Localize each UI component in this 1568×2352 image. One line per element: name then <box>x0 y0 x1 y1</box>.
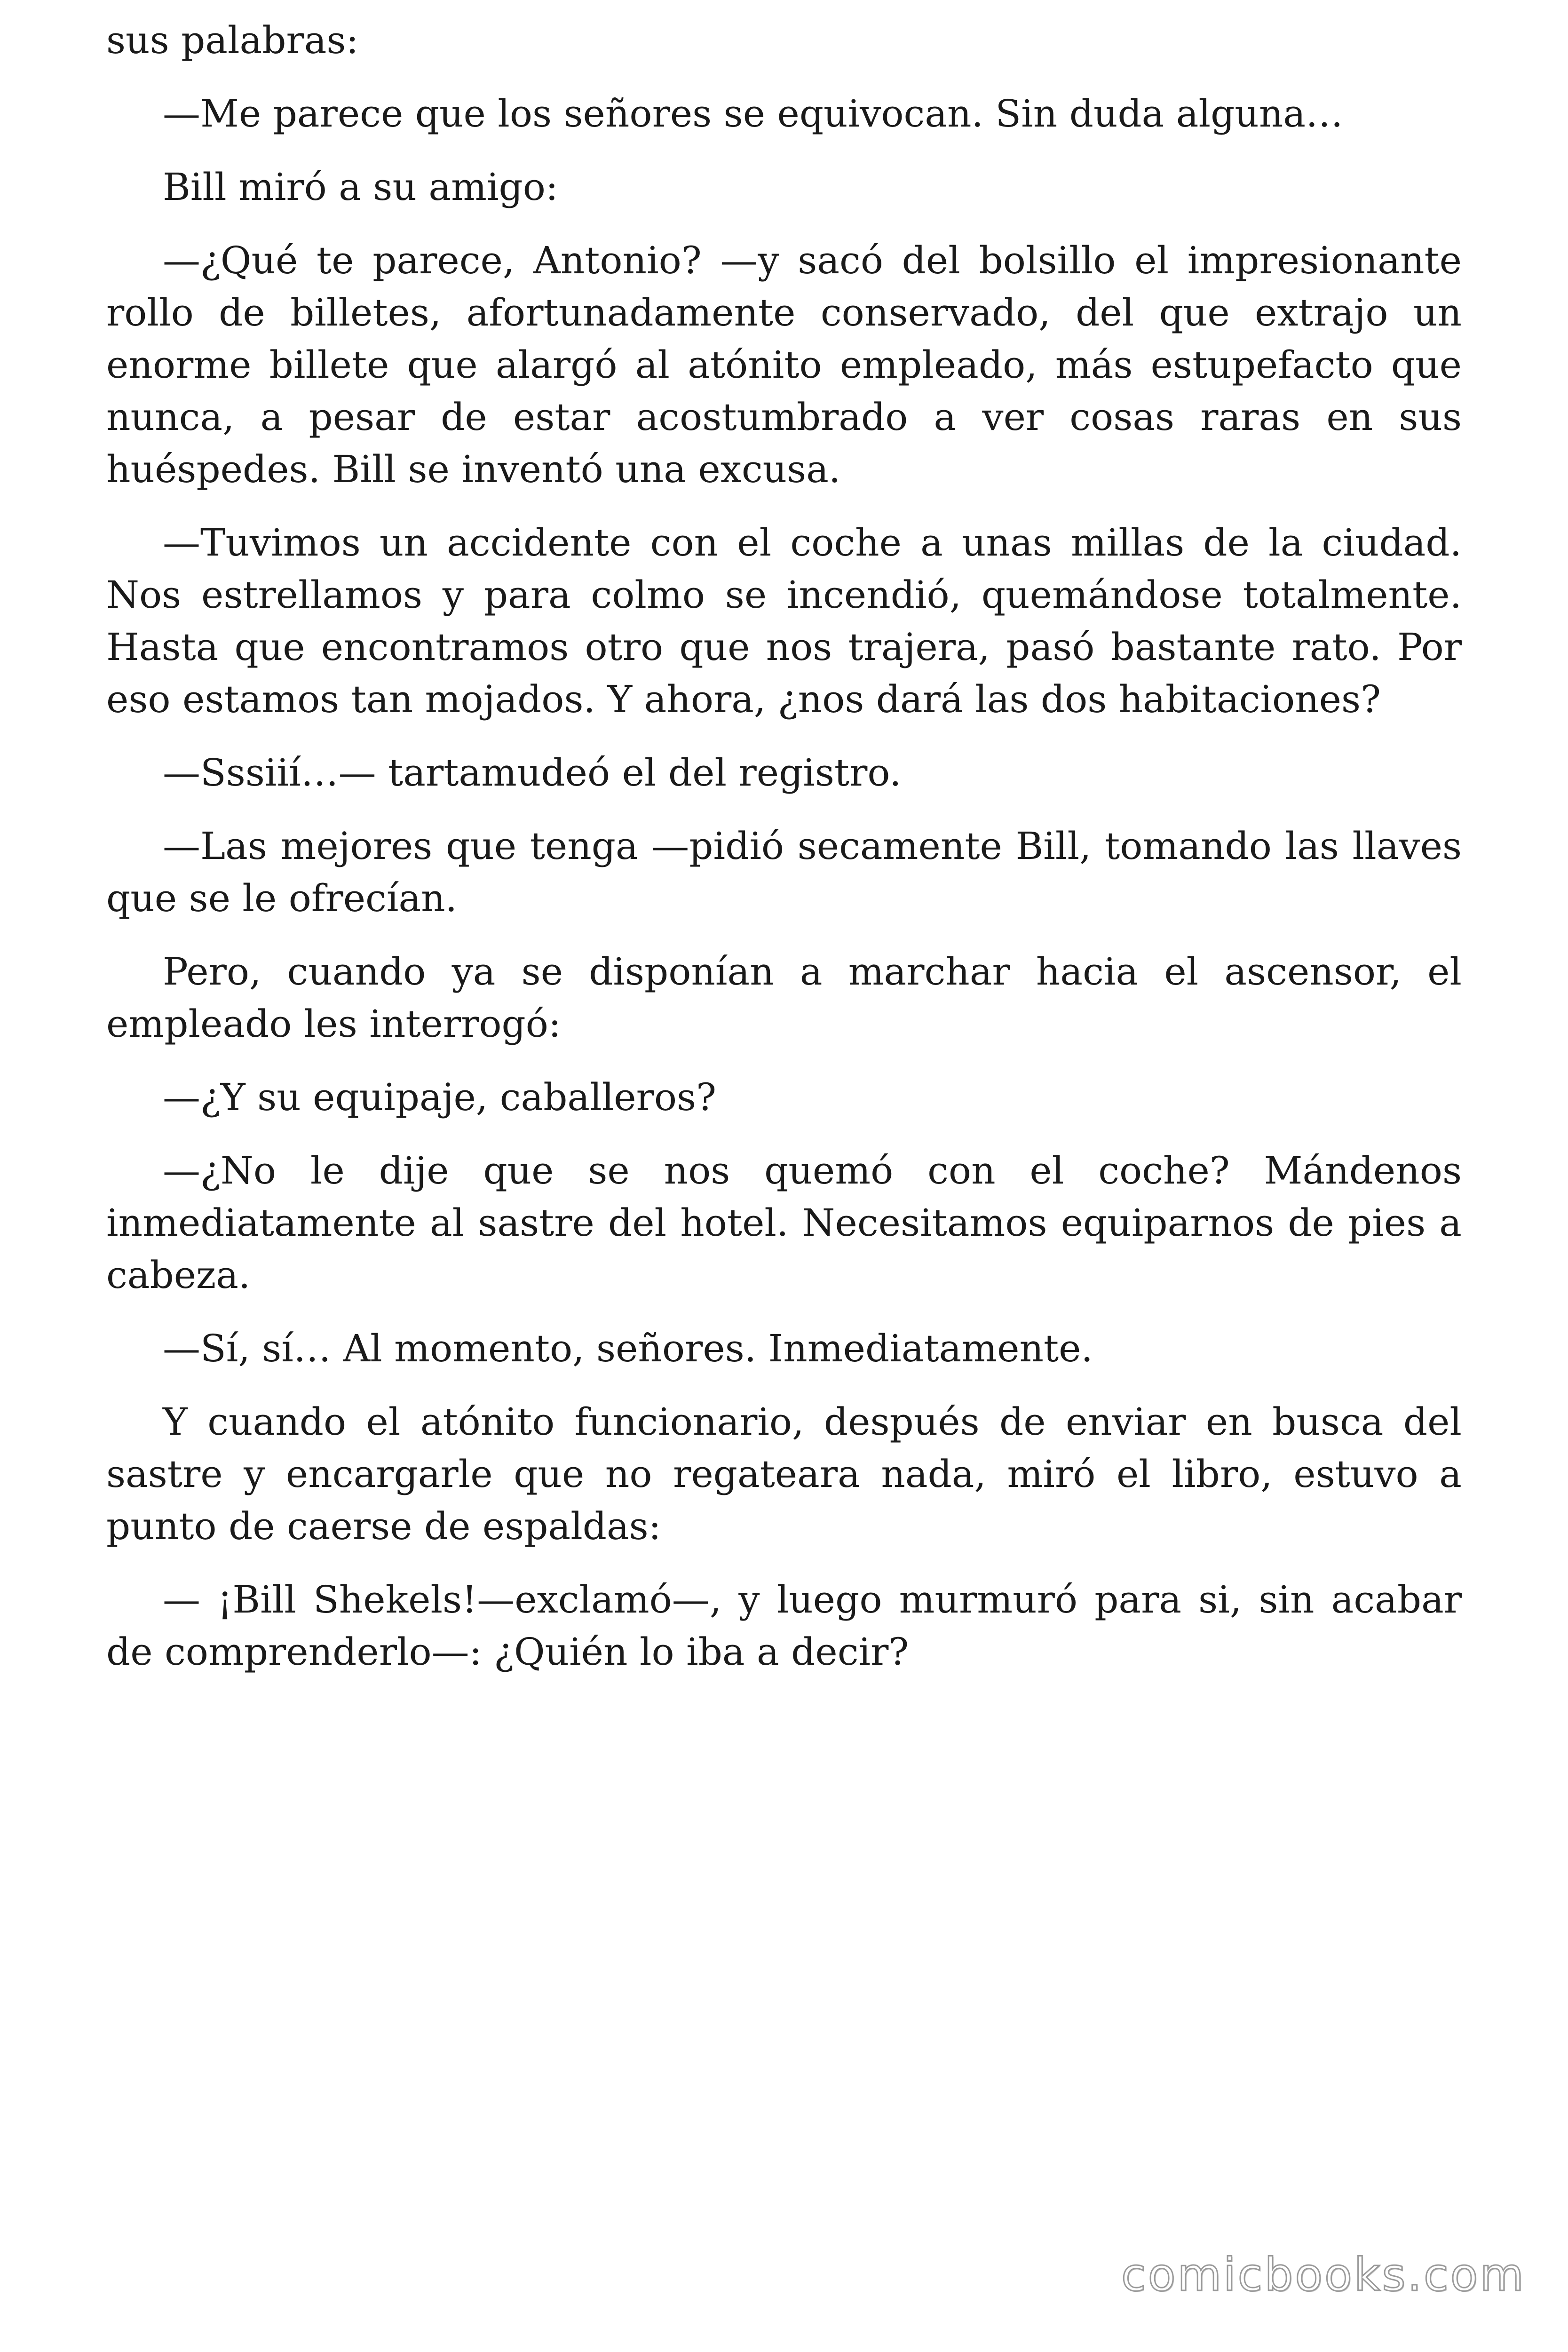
paragraph: —Las mejores que tenga —pidió secamente Bill, tomando las llaves que se le ofrecían. <box>106 824 1462 920</box>
paragraph: Y cuando el atónito funcionario, después de enviar en busca del sastre y encargarle que no regateara nada, miró el libro, estuvo a punto de caerse de espaldas: <box>106 1400 1462 1548</box>
paragraph: —¿Y su equipaje, caballeros? <box>163 1075 716 1119</box>
paragraph: —Sssiií…— tartamudeó el del registro. <box>163 751 902 795</box>
paragraph: Pero, cuando ya se disponían a marchar hacia el ascensor, el empleado les interrogó: <box>106 950 1462 1046</box>
paragraph: — ¡Bill Shekels!—exclamó—, y luego murmuró para si, sin acabar de comprenderlo—: ¿Quién lo iba a decir? <box>106 1578 1462 1674</box>
paragraph: —¿No le dije que se nos quemó con el coche? Mándenos inmediatamente al sastre del hotel. Necesitamos equiparnos de pies a cabeza. <box>106 1149 1462 1297</box>
paragraph: —Tuvimos un accidente con el coche a unas millas de la ciudad. Nos estrellamos y para colmo se incendió, quemándose totalmente. Hasta que encontramos otro que nos trajera, pasó bastante rato. Por eso estamos tan mojados. Y ahora, ¿nos dará las dos habitaciones? <box>106 521 1462 721</box>
paragraph: —Sí, sí… Al momento, señores. Inmediatamente. <box>163 1327 1093 1370</box>
body-text <box>106 14 1462 1699</box>
paragraph: sus palabras: <box>106 18 359 62</box>
paragraph: —¿Qué te parece, Antonio? —y sacó del bolsillo el impresionante rollo de billetes, afortunadamente conservado, del que extrajo un enorme billete que alargó al atónito empleado, más estupefacto que nunca, a pesar de estar acostumbrado a ver cosas raras en sus huéspedes. Bill se inventó una excusa. <box>106 238 1462 491</box>
watermark-logo: comicbooks.com <box>1121 2249 1526 2301</box>
paragraph: Bill miró a su amigo: <box>163 165 558 209</box>
paragraph: —Me parece que los señores se equivocan. Sin duda alguna… <box>163 92 1344 135</box>
